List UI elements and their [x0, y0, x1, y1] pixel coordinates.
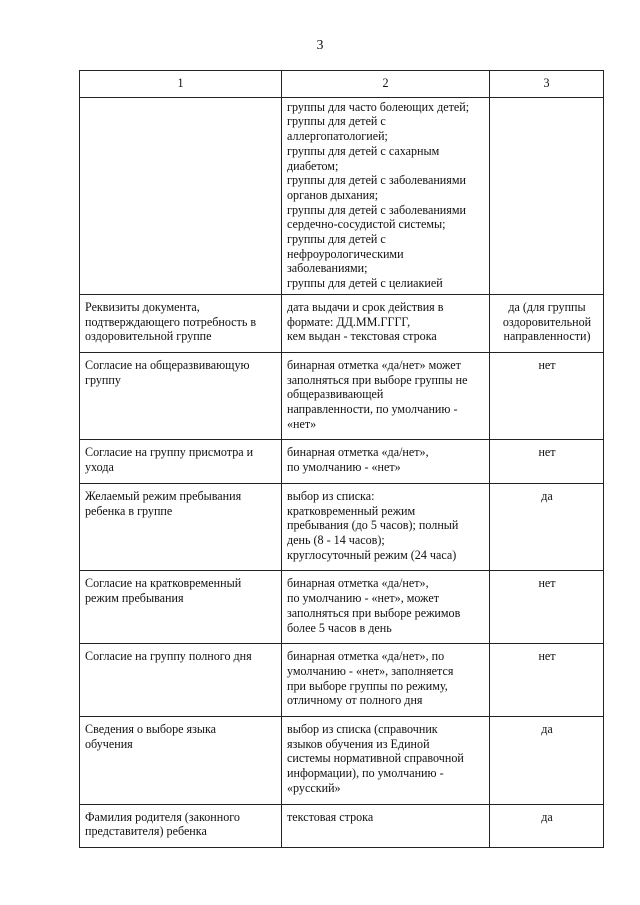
- table-row: [80, 294, 604, 352]
- table-row: [80, 804, 604, 847]
- field-required-cell: нет: [490, 644, 604, 717]
- field-name-cell: Фамилия родителя (законного представителя) ребенка: [80, 804, 282, 847]
- field-required-cell: [490, 97, 604, 294]
- field-format-cell: дата выдачи и срок действия в формате: ДД.ММ.ГГГГ, кем выдан - текстовая строка: [282, 294, 490, 352]
- table-row: [80, 440, 604, 483]
- field-name-cell: Согласие на группу полного дня: [80, 644, 282, 717]
- field-format-cell: выбор из списка (справочник языков обучения из Единой системы нормативной справочной информации), по умолчанию - «русский»: [282, 717, 490, 805]
- column-number-3: 3: [490, 71, 604, 98]
- field-name-cell: Согласие на группу присмотра и ухода: [80, 440, 282, 483]
- table-row: [80, 97, 604, 294]
- field-format-cell: бинарная отметка «да/нет», по умолчанию - «нет», может заполняться при выборе режимов более 5 часов в день: [282, 571, 490, 644]
- field-name-cell: Реквизиты документа, подтверждающего потребность в оздоровительной группе: [80, 294, 282, 352]
- field-required-cell: да: [490, 483, 604, 571]
- field-required-cell: нет: [490, 352, 604, 440]
- field-format-cell: бинарная отметка «да/нет» может заполняться при выборе группы не общеразвивающей направленности, по умолчанию - «нет»: [282, 352, 490, 440]
- field-name-cell: Сведения о выборе языка обучения: [80, 717, 282, 805]
- field-required-cell: да: [490, 804, 604, 847]
- field-name-cell: Желаемый режим пребывания ребенка в группе: [80, 483, 282, 571]
- table-row: [80, 352, 604, 440]
- table-header-row: [80, 71, 604, 98]
- field-format-cell: бинарная отметка «да/нет», по умолчанию - «нет», заполняется при выборе группы по режиму, отличному от полного дня: [282, 644, 490, 717]
- field-required-cell: нет: [490, 440, 604, 483]
- field-format-cell: группы для часто болеющих детей; группы для детей с аллергопатологией; группы для детей с сахарным диабетом; группы для детей с заболеваниями органов дыхания; группы для детей с заболеваниями сердечно-сосудистой системы; группы для детей с нефроурологическими заболеваниями; группы для детей с целиакией: [282, 97, 490, 294]
- field-name-cell: Согласие на кратковременный режим пребывания: [80, 571, 282, 644]
- page-number: 3: [316, 38, 324, 53]
- field-name-cell: [80, 97, 282, 294]
- field-required-cell: нет: [490, 571, 604, 644]
- table-row: [80, 644, 604, 717]
- column-number-2: 2: [282, 71, 490, 98]
- field-format-cell: выбор из списка: кратковременный режим пребывания (до 5 часов); полный день (8 - 14 часов); круглосуточный режим (24 часа): [282, 483, 490, 571]
- table-row: [80, 483, 604, 571]
- field-required-cell: да (для группы оздоровительной направленности): [490, 294, 604, 352]
- column-number-1: 1: [80, 71, 282, 98]
- table-row: [80, 717, 604, 805]
- field-name-cell: Согласие на общеразвивающую группу: [80, 352, 282, 440]
- field-required-cell: да: [490, 717, 604, 805]
- field-format-cell: текстовая строка: [282, 804, 490, 847]
- requirements-table: [79, 70, 604, 848]
- table-row: [80, 571, 604, 644]
- field-format-cell: бинарная отметка «да/нет», по умолчанию - «нет»: [282, 440, 490, 483]
